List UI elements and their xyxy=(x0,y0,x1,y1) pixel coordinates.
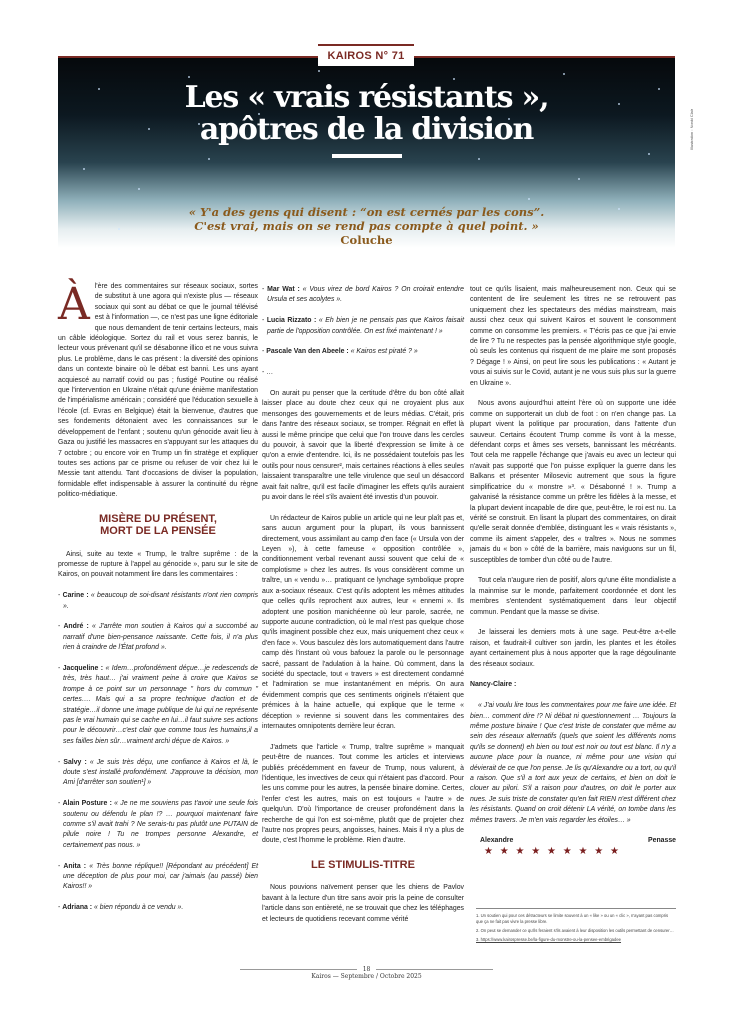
comment-text: « J'arrête mon soutien à Kairos qui a succombé au narratif d'une bien-pensance naissante. Cette fois, il n'a plus rien à craindre de l'État profond ». xyxy=(63,623,258,652)
paragraph: Je laisserai les derniers mots à une sage. Peut-être a-t-elle raison, et faudrait-il cultiver son jardin, les plantes et les étoiles ayant certainement plus à nous apporter que la rage dégoulinante des réseaux sociaux. xyxy=(470,629,676,668)
comment-author: Anita : xyxy=(63,862,87,870)
quoted-comment xyxy=(470,701,676,826)
title-line-2: apôtres de la division xyxy=(199,112,534,147)
stars-decoration-icon: ★ ★ ★ ★ ★ ★ ★ ★ ★ xyxy=(484,845,621,857)
comment-text: « Idem…profondément déçue…je redescends de très, très haut… j'ai vraiment peine à croire que Kairos se trompe à ce point sur un personnage " hors du commun " certes…. Mais qui a sa propre technique d'action et de stratégie…il donne une image publique de lui qui ne représente pas le vrai humain qui se cache en lui…il faut suivre ses actions pour le découvrir…c'est clair que comme tous les humains,il a ses failles bien sûr…vraiment archi déçue de Kairos. » xyxy=(63,664,258,745)
paragraph: On aurait pu penser que la certitude d'être du bon côté allait laisser place au doute chez ceux qui ne croyaient plus aux mensonges des gouvernements et de leurs médias. C'était, pris dans l'antre des réseaux sociaux, se tromper. Régnait en effet là aussi le même principe que celui que l'on trouve dans les cercles du pouvoir, à savoir que la liberté d'expression se limite à ce qu'on a envie d'entendre. Ici, ils ne possédaient toutefois pas les outils pour nous censurer², mais certaines réactions à elles seules laissaient transparaître une telle virulence que seul un désaccord avait fait naître, qu'il est facile d'imaginer les effets qu'ils auraient pu avoir dans le réel s'ils avaient été investis d'un pouvoir. xyxy=(262,390,464,502)
comment-author: Alain Posture : xyxy=(62,800,112,808)
comment-item: - … xyxy=(262,369,274,377)
heading-line-1: MISÈRE DU PRÉSENT, xyxy=(99,512,217,525)
comment-author: Salvy : xyxy=(63,758,87,766)
comment-text: … xyxy=(266,369,274,377)
drop-cap: À xyxy=(58,279,90,330)
paragraph: tout ce qu'ils lisaient, mais malheureusement non. Ceux qui se contentent de lire seulement les titres ne se retrouvent pas uniquement chez les spectateurs des médias mainstream, mais aussi chez ceux qui suivent Kairos et souvent le consomment comme on consomme les premiers. « T'écris pas ce que j'ai envie de lire ? Tu ne respectes pas la pensée algorithmique style google, où seuls les contenus qui risquent de me plaire me sont proposés ? Dégage ! » Ainsi, on peut lire sous les publications : « Autant je vous ai suivis sur le Covid, autant je ne vous suis plus sur la guerre en Ukraine ». xyxy=(470,286,676,387)
footnote-3-link[interactable]: 3. https://www.kairospresse.be/la-figure-du-monstre-ou-la-pensee-embrigadee xyxy=(476,937,622,942)
comment-text: « beaucoup de soi-disant résistants n'ont rien compris ». xyxy=(63,592,259,610)
comment-item: - Adriana : « bien répondu à ce vendu ». xyxy=(58,904,184,912)
page-number-row xyxy=(240,966,493,973)
comment-author: Mar Wat : xyxy=(267,286,300,293)
comment-item: - Alain Posture : « Je ne me souviens pas t'avoir une seule fois soutenu ou défendu le plan !? … pourquoi maintenant faire comme s'il avait trahi ? Ne serais-tu pas plutôt une PUTAIN de pilule noire ! Tu ne trompes personne Alexandre, et certainement pas nous. » xyxy=(58,800,259,849)
comment-author: Adriana : xyxy=(62,904,93,912)
author-name: Alexandre Penasse xyxy=(480,837,676,845)
paragraph: Un rédacteur de Kairos publie un article qui ne leur plaît pas et, sans aucun argument pour la plupart, ils vous bannissent directement, vous assimilant au camp d'en face (« Ursula von der Leyen »), à cette fameuse « opposition contrôlée », conditionnement verbal revenant aussi souvent que celui de « complotisme » chez les autres. Ils vous considèrent comme un traître, un « vendu »… pratiquant ce lynchage symbolique propre aux a-sociaux réseaux. C'est qu'ils adoptent les mêmes attitudes que celles qu'ils reprochent aux autres, leur « ennemi ». Ils adoptent une position manichéenne où leur parole, sacrée, ne supporte aucune contradiction, où le mal n'est pas quelque chose qu'ils imaginent possible chez eux, mais uniquement chez ceux « d'en face ». Vous basculez dès lors automatiquement dans l'autre camp dès l'instant où vous bafouez la parole ou le personnage sacré, passant de l'adulation à la haine. Où comment, dans la société du spectacle, tout « travers » est directement condamné et l'admiration se mue instantanément en mépris. On aura évidemment compris que ces sentiments originels n'étaient que prémices à la haine actuelle, qui explique que le terme « déception » revienne si souvent dans les commentaires des internautes omnipotents derrière leur écran. xyxy=(262,514,464,730)
epigraph-author: Coluche xyxy=(340,233,393,247)
issue-info: Kairos — Septembre / Octobre 2025 xyxy=(311,973,422,980)
comment-item: - André : « J'arrête mon soutien à Kairos qui a succombé au narratif d'une bien-pensance naissante. Cette fois, il n'a plus rien à craindre de l'État profond ». xyxy=(58,623,258,652)
comment-item: - Carine : « beaucoup de soi-disant résistants n'ont rien compris ». xyxy=(58,592,259,610)
comment-author: Jacqueline : xyxy=(62,664,104,672)
intro-text: l'ère des commentaires sur réseaux sociaux, sortes de substitut à une agora qui n'existe plus — réseaux sociaux qui sont au débat ce que le journal télévisé est à l'information —, ce n'est pas une ligne éditoriale que nous demandent de tenir certains lecteurs, mais un câble idéologique. Sortez du rail et vous serez bannis, le lecteur vous prévenant qu'il se désabonne illico et ne vous suivra plus. Le problème, dans le cas présent : la diversité des opinions dans un contexte binaire où le débat est banni. Les uns ayant acquiescé au narratif covid ou pas ; fustigé Poutine ou réalisé que l'intervention en Ukraine n'était qu'une énième manifestation de l'impérialisme américain ; considéré que l'éducation sexuelle à l'école (cf. Evras en Belgique) était la bienvenue, d'autres que ses fondements détonaient avec les connaissances sur le développement de l'enfant ; soutenu qu'un génocide avait lieu à Gaza ou justifié les massacres en s'appuyant sur les attaques du 7 octobre ; ou encore voir en Trump un fin stratège et expliquer toutes ses actions par ce prisme ou refuser de voir chez lui le Messie tant attendu. Tant d'occasions de diviser la population, formidable effet indispensable à assurer la continuité du règne politico-médiatique. xyxy=(58,283,258,499)
comment-text: « Très bonne réplique!! [Répondant au précédent] Et une déception de plus pour moi, car j'aimais (au passé) bien Kairos!! » xyxy=(63,862,258,891)
comment-author: Lucia Rizzato : xyxy=(266,317,317,325)
page-number: 18 xyxy=(362,966,371,973)
heading-line-2: MORT DE LA PENSÉE xyxy=(100,525,216,538)
comment-text: « Kairos est piraté ? » xyxy=(350,348,418,356)
quoted-comment-text: « J'ai voulu lire tous les commentaires pour me faire une idée. Et bien… comment dire !? Ni débat ni questionnement … Toujours la même posture binaire ! Que c'est triste de constater que même au sein des réseaux alternatifs (quels que soient les différents noms qu'ils se donnent) eh bien ou tout est noir ou tout est blanc. Il n'y a aucune place pour la nuance, ni même pour une vision qui dévierait de ce que l'on pense. Je lis qu'Alexandre ou a tort, ou qu'il a raison. Que s'il a tort aux yeux de certains, et bien on doit le clouer au pilori. S'il a raison pour d'autres, on doit le porter aux nues. Je suis triste de constater qu'en fait RIEN n'est différent chez les résistants. Quand on croit détenir LA vérité, on tombe dans les mêmes travers. Je m'en vais regarder les étoiles… » xyxy=(470,702,676,824)
signature xyxy=(480,836,676,858)
comment-author: Pascale Van den Abeele : xyxy=(266,348,349,356)
epigraph xyxy=(150,205,583,247)
epigraph-line-1: « Y'a des gens qui disent : “on est cernés par les cons”. xyxy=(188,205,545,219)
paragraph: Nous avons aujourd'hui atteint l'ère où on supporte une idée comme on supporterait un club de foot : on n'en change pas. La plupart vivent la politique par procuration, dans l'attente d'un sauveur. Certains écoutent Trump comme ils vont à la messe, défendant corps et âmes ses versets, bannissant les mécréants. Tout cela me rappelle l'échange que j'avais eu avec un lecteur qui n'avait pas supporté que l'on puisse expliquer la guerre dans les Balkans et présenter Milosevic autrement que sous la figure simplificatrice du « monstre »³. « Désabonné ! ». Trump a galvanisé la résistance comme un prêtre les fidèles à la messe, et la plupart devient incapable de dire que, peut-être, le roi est nu. La vérité se construit. En lisant la plupart des commentaires, on dirait qu'elle serait donnée d'emblée, distinguant les « vrais résistants », comme ils aiment s'appeler, des « traîtres ». Nous ne sommes jamais du « bon » côté de la barrière, mais naviguons sur un fil, susceptibles de tomber d'un côté ou de l'autre. xyxy=(470,400,676,564)
paragraph: J'admets que l'article « Trump, traître suprême » manquait peut-être de nuances. Tout comme les articles et interviews publiés précédemment en faveur de Trump, nous valurent, à l'identique, les invectives de ceux qui n'étaient pas d'accord. Pour les uns comme pour les autres, la pensée binaire domine. Certes, l'enfer c'est les autres, mais on est toujours « l'autre » de quelqu'un. D'où l'importance de creuser profondément dans la recherche de qui l'on est soi-même, plutôt que de projeter chez l'autre nos propres peurs, angoisses, haines. Mais il n'y a plus de doute, c'est l'homme le problème. Rien d'autre. xyxy=(262,743,464,845)
section-heading-2: LE STIMULIS-TITRE xyxy=(311,858,415,871)
comment-text: « bien répondu à ce vendu ». xyxy=(94,904,184,912)
footnotes xyxy=(476,908,676,946)
quote-label-text: Nancy-Claire : xyxy=(470,681,517,689)
title-line-1: Les « vrais résistants », xyxy=(184,80,549,115)
comment-text: « Vous virez de bord Kairos ? On croirait entendre Ursula et ses acolytes ». xyxy=(267,286,464,304)
comment-author: Carine : xyxy=(62,592,89,600)
column-3 xyxy=(470,285,676,869)
comment-text: « Eh bien je ne pensais pas que Kairos faisait partie de l'opposition contrôlée. On est fixé maintenant ! » xyxy=(267,317,464,335)
comment-item: - Anita : « Très bonne réplique!! [Répondant au précédent] Et une déception de plus pour moi, car j'aimais (au passé) bien Kairos!! » xyxy=(58,862,258,891)
comment-text: « Je ne me souviens pas t'avoir une seule fois soutenu ou défendu le plan !? … pourquoi maintenant faire comme s'il avait trahi ? Ne serais-tu pas plutôt une PUTAIN de pilule noire ! Tu ne trompes personne Alexandre, et certainement pas nous. » xyxy=(63,800,259,849)
footnote-1: 1. Un soutien qui pour ces détracteurs se limite souvent à un « like » ou un « clic », n'ayant pas compris que ça ne fait pas vivre la presse libre. xyxy=(476,913,669,924)
epigraph-line-2: C'est vrai, mais on se rend pas compte à quel point. » xyxy=(194,219,539,233)
paragraph: Nous pouvions naïvement penser que les chiens de Pavlov bavant à la lecture d'un titre sans avoir pris la peine de consulter l'article dans son entièreté, ne se trouvait que chez les téléphages et lecteurs de quotidiens recevant comme vérité xyxy=(262,884,464,923)
issue-tag: KAIROS N° 71 xyxy=(318,44,414,66)
comment-item: - Pascale Van den Abeele : « Kairos est piraté ? » xyxy=(262,348,418,356)
paragraph: Tout cela n'augure rien de positif, alors qu'une élite mondialiste a la mainmise sur le monde, parfaitement coordonnée et dont les membres s'entendent systématiquement dans leur objectif commun. Pendant que la masse se divise. xyxy=(470,577,676,616)
article-title xyxy=(120,82,613,146)
comment-item: - Lucia Rizzato : « Eh bien je ne pensais pas que Kairos faisait partie de l'opposition contrôlée. On est fixé maintenant ! » xyxy=(262,317,464,335)
comment-item: - Jacqueline : « Idem…profondément déçue…je redescends de très, très haut… j'ai vraiment peine à croire que Kairos se trompe à ce point sur un personnage " hors du commun " certes…. Mais qui a sa propre technique d'action et de stratégie…il donne une image publique de lui qui ne représente pas le vrai humain qui se cache en lui…il faut suivre ses actions pour le découvrir…c'est clair que comme tous les humains,il a ses failles bien sûr…vraiment archi déçue de Kairos. » xyxy=(58,664,258,745)
section-heading-1 xyxy=(58,513,258,538)
intro-paragraph xyxy=(58,279,258,501)
illustration-credit: Illustration : Nonki Clair xyxy=(689,108,694,150)
comment-item: - Salvy : « Je suis très déçu, une confiance à Kairos et là, le doute s'est installé profondément. J'approuve ta décision, mon Ami [d'arrêter son soutien¹] » xyxy=(58,758,259,787)
column-1 xyxy=(58,279,259,924)
title-underline xyxy=(332,154,402,158)
comment-text: « Je suis très déçu, une confiance à Kairos et là, le doute s'est installé profondément. J'approuve ta décision, mon Ami [d'arrêter son soutien¹] » xyxy=(63,758,259,787)
column-2 xyxy=(262,285,464,935)
paragraph: Ainsi, suite au texte « Trump, le traître suprême : de la promesse de rupture à l'appel au génocide », paru sur le site de Kairos, on pouvait notamment lire dans les commentaires : xyxy=(58,550,258,579)
page-footer xyxy=(240,966,493,980)
comment-author: André : xyxy=(63,623,89,631)
comment-item: - Mar Wat : « Vous virez de bord Kairos ? On croirait entendre Ursula et ses acolytes ». xyxy=(262,286,464,304)
footnote-2: 2. On peut se demander ce qu'ils feraient s'ils avaient à leur disposition les outils permettant de censurer… xyxy=(476,928,674,933)
quote-label xyxy=(470,680,676,690)
